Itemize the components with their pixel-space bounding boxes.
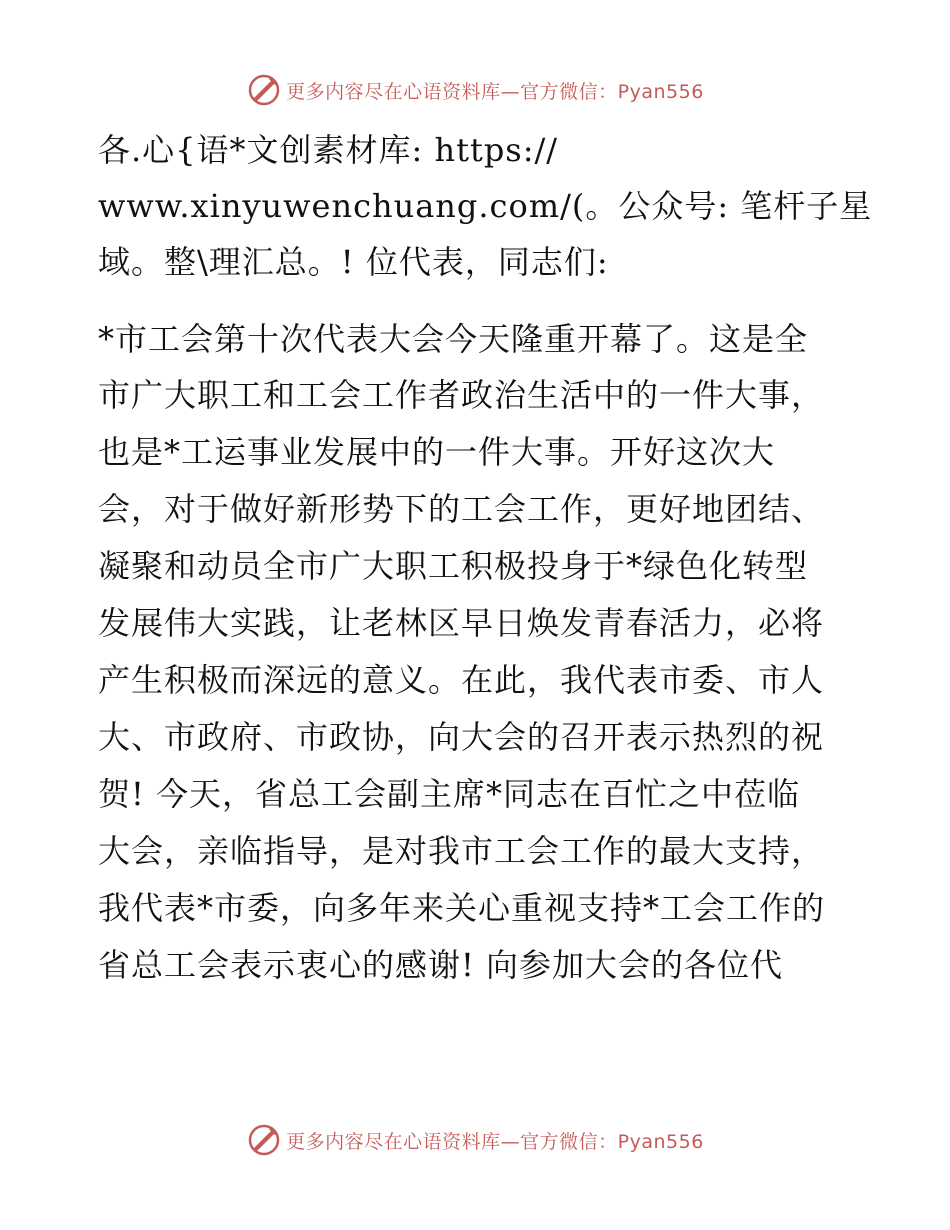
footer-banner [0, 1118, 950, 1162]
document-line: www.xinyuwenchuang.com/(。公众号: 笔杆子星 [98, 187, 873, 225]
document-line: 市广大职工和工会工作者政治生活中的一件大事， [98, 376, 825, 414]
document-line: 会，对于做好新形势下的工会工作，更好地团结、 [98, 490, 825, 528]
logo-icon [246, 72, 282, 108]
header-banner-text: 更多内容尽在心语资料库—官方微信：Pyan556 [286, 80, 704, 103]
document-line: 贺! 今天，省总工会副主席*同志在百忙之中莅临 [98, 775, 801, 813]
header-banner [0, 68, 950, 112]
document-line: 大会，亲临指导，是对我市工会工作的最大支持， [98, 832, 825, 870]
document-line: 大、市政府、市政协，向大会的召开表示热烈的祝 [98, 718, 825, 756]
document-line: 省总工会表示衷心的感谢! 向参加大会的各位代 [98, 946, 784, 984]
document-line: 凝聚和动员全市广大职工积极投身于*绿色化转型 [98, 547, 809, 585]
document-line: 我代表*市委，向多年来关心重视支持*工会工作的 [98, 889, 826, 927]
document-line: 各.心{语*文创素材库: https:// [98, 131, 559, 169]
document-line: *市工会第十次代表大会今天隆重开幕了。这是全 [98, 320, 809, 358]
document-line: 域。整\理汇总。! 位代表，同志们: [98, 243, 609, 281]
document-line: 也是*工运事业发展中的一件大事。开好这次大 [98, 433, 776, 471]
logo-icon [246, 1122, 282, 1158]
document-line: 发展伟大实践，让老林区早日焕发青春活力，必将 [98, 604, 825, 642]
footer-banner-text: 更多内容尽在心语资料库—官方微信：Pyan556 [286, 1130, 704, 1153]
document-line: 产生积极而深远的意义。在此，我代表市委、市人 [98, 661, 825, 699]
